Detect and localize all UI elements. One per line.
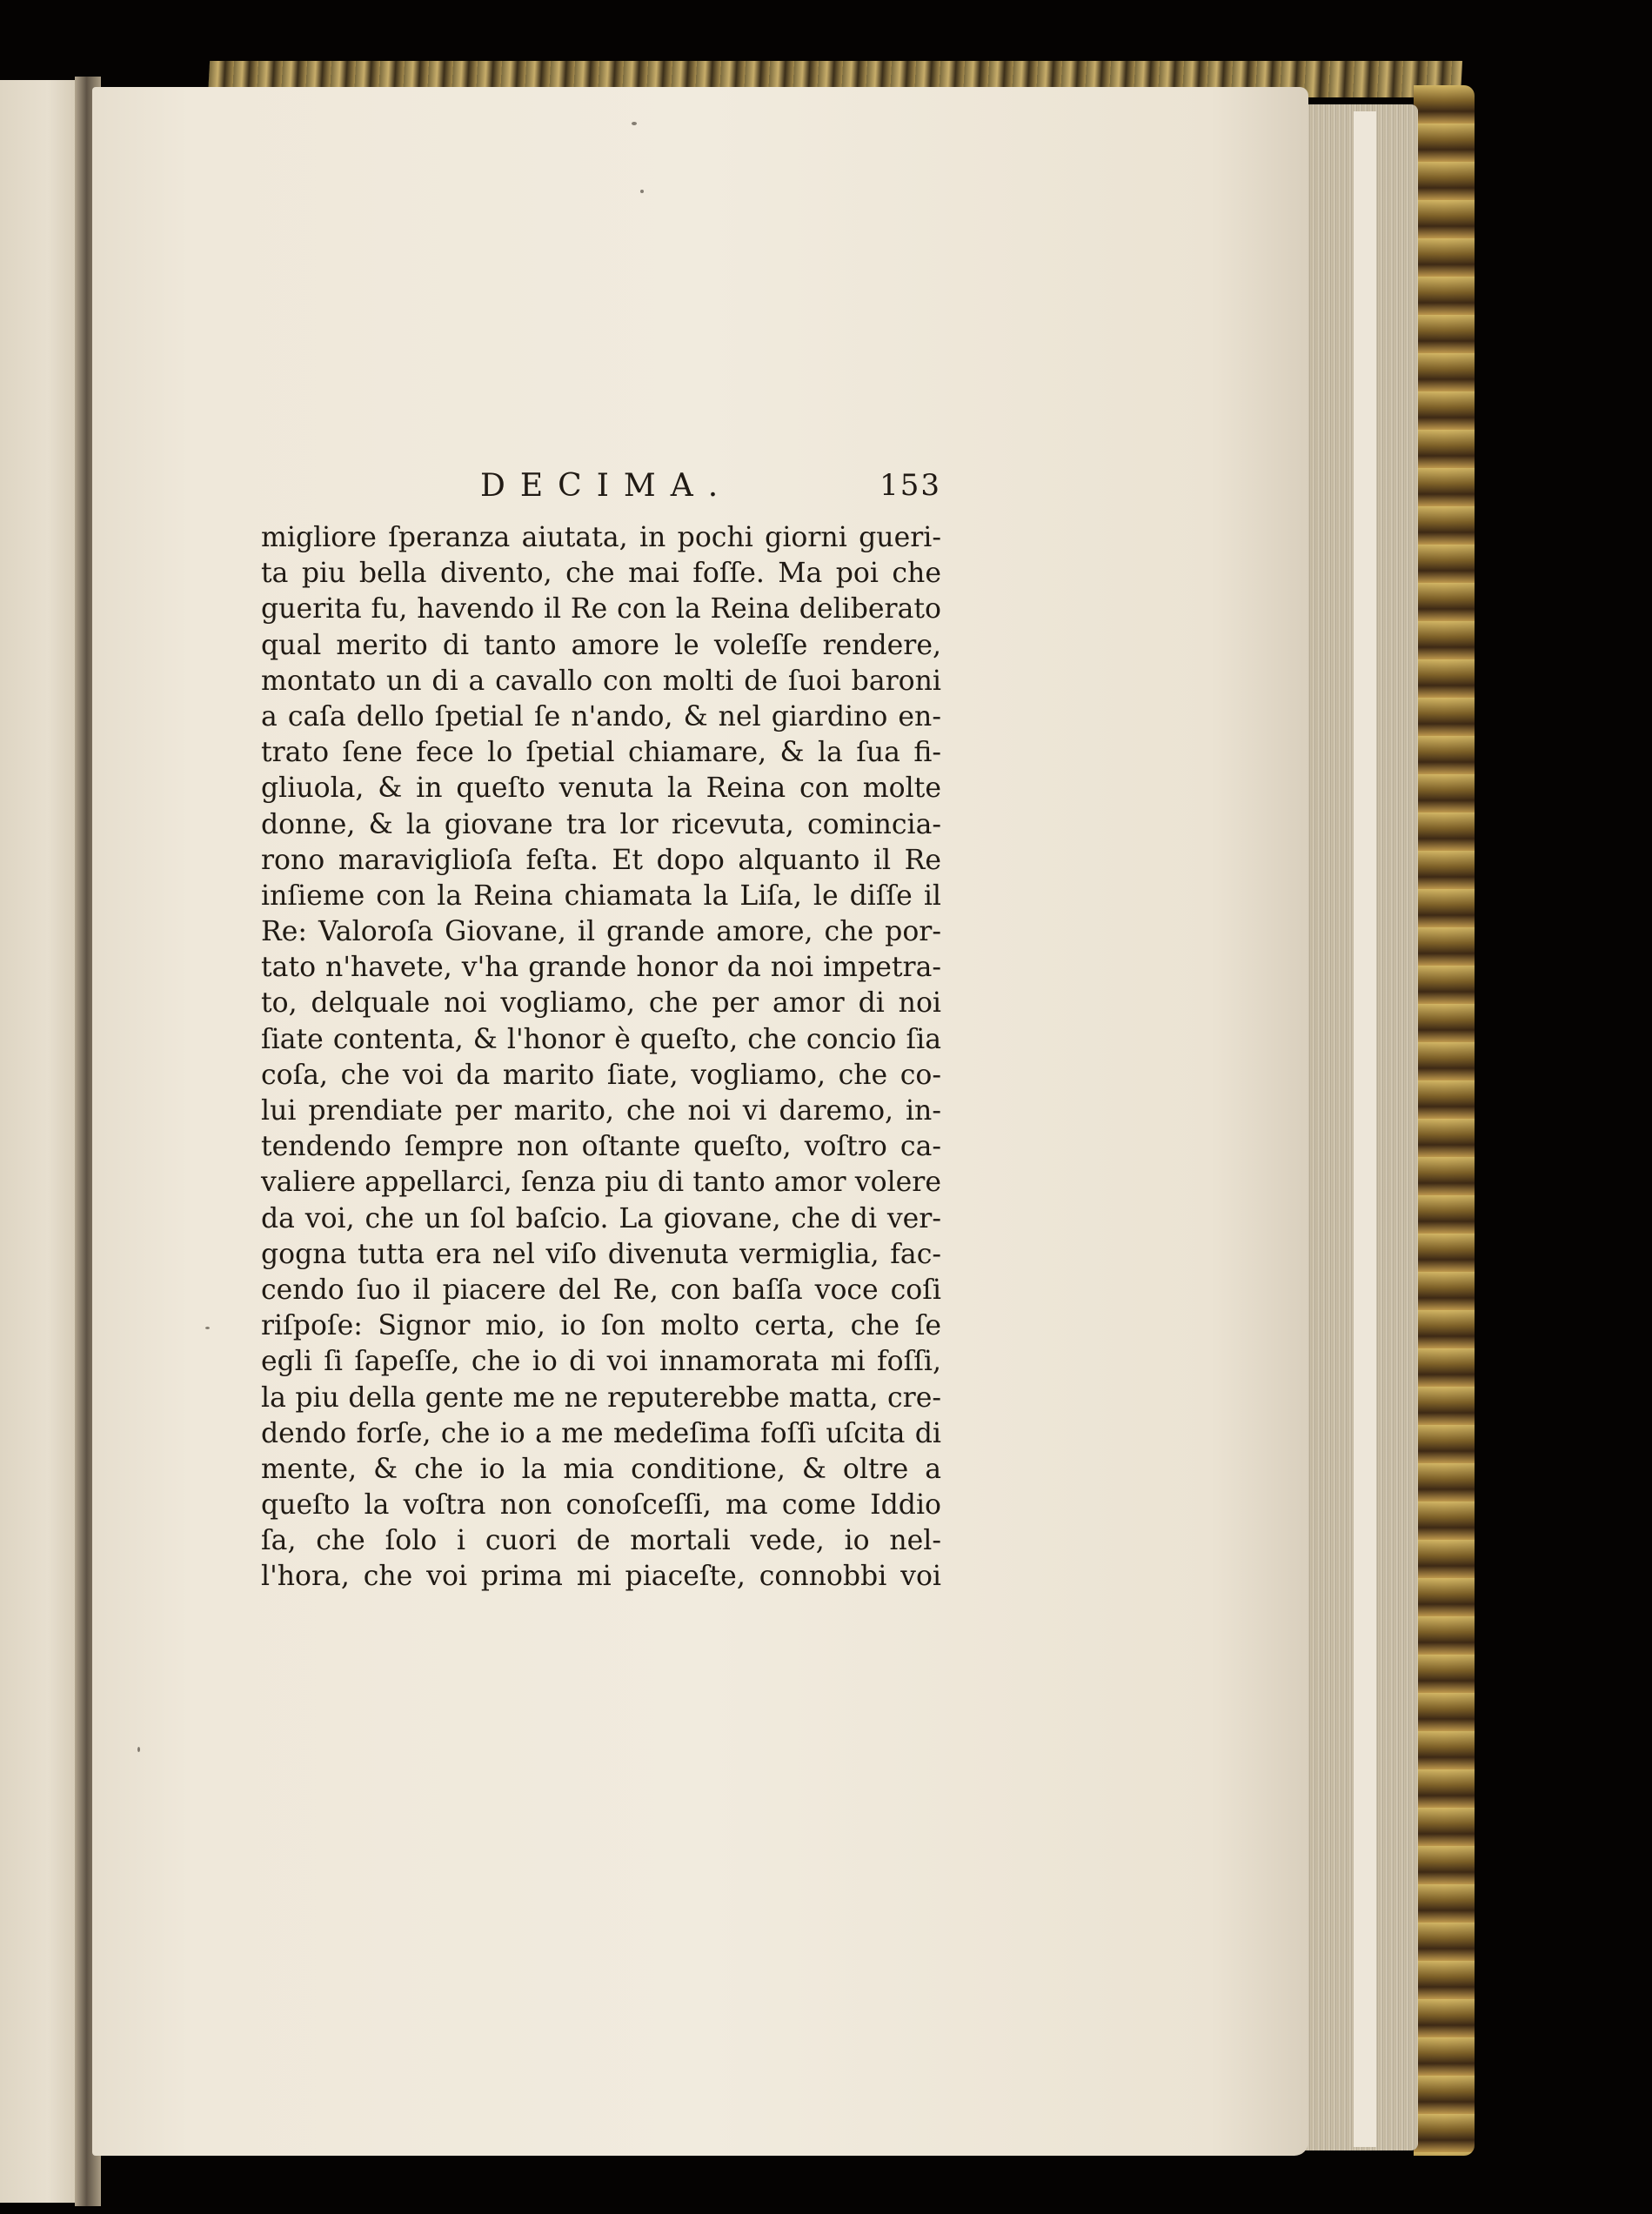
text-line: dendo forſe, che io a me medeſima foſſi uſcita di — [261, 1417, 941, 1449]
page-number: 153 — [880, 468, 941, 503]
text-line: donne, & la giovane tra lor ricevuta, comincia- — [261, 808, 941, 840]
text-line: rono maraviglioſa feſta. Et dopo alquanto il Re — [261, 844, 941, 876]
text-line: ſa, che ſolo i cuori de mortali vede, io nel- — [261, 1525, 941, 1557]
body-text — [261, 520, 941, 1595]
text-line: Re: Valoroſa Giovane, il grande amore, che por- — [261, 916, 941, 948]
page-text-block — [261, 468, 941, 1595]
text-line: da voi, che un ſol baſcio. La giovane, che di ver- — [261, 1202, 941, 1234]
text-line: valiere appellarci, ſenza piu di tanto amor volere — [261, 1167, 941, 1199]
paper-speck — [205, 1327, 210, 1329]
text-line: trato ſene fece lo ſpetial chiamare, & la ſua fi- — [261, 737, 941, 769]
running-head — [261, 468, 941, 512]
text-line: to, delquale noi vogliamo, che per amor di noi — [261, 987, 941, 1020]
text-line: guerita fu, havendo il Re con la Reina deliberato — [261, 593, 941, 625]
text-line: inſieme con la Reina chiamata la Liſa, le diſſe il — [261, 880, 941, 912]
text-line: lui prendiate per marito, che noi vi daremo, in- — [261, 1095, 941, 1127]
text-line: egli ſi ſapeſſe, che io di voi innamorata mi foſſi, — [261, 1346, 941, 1378]
paper-speck — [640, 190, 644, 193]
text-line: montato un di a cavallo con molti de ſuoi baroni — [261, 665, 941, 697]
text-line: ſiate contenta, & l'honor è queſto, che concio ſia — [261, 1023, 941, 1055]
running-head-title: DECIMA. — [480, 468, 733, 504]
text-line: coſa, che voi da marito ſiate, vogliamo, che co- — [261, 1059, 941, 1091]
text-line: ta piu bella divento, che mai foſſe. Ma poi che — [261, 558, 941, 590]
facing-page-edge — [0, 80, 87, 2203]
text-line: mente, & che io la mia conditione, & oltre a — [261, 1453, 941, 1485]
paper-speck — [632, 122, 637, 125]
page-stack-highlight — [1354, 111, 1376, 2147]
gilt-cover-spine-edge — [1414, 85, 1475, 2156]
text-line: tendendo ſempre non oſtante queſto, voſtro ca- — [261, 1131, 941, 1163]
text-line: qual merito di tanto amore le voleſſe rendere, — [261, 629, 941, 661]
text-line: riſpoſe: Signor mio, io ſon molto certa, che ſe — [261, 1310, 941, 1342]
text-line: queſto la voſtra non conoſceſſi, ma come Iddio — [261, 1489, 941, 1522]
text-line: la piu della gente me ne reputerebbe matta, cre- — [261, 1381, 941, 1414]
text-line: a caſa dello ſpetial ſe n'ando, & nel giardino en- — [261, 700, 941, 732]
paper-speck — [137, 1747, 140, 1752]
text-line: l'hora, che voi prima mi piaceſte, connobbi voi — [261, 1561, 941, 1593]
text-line: gogna tutta era nel viſo divenuta vermiglia, fac- — [261, 1238, 941, 1270]
text-line: migliore ſperanza aiutata, in pochi giorni gueri- — [261, 522, 941, 553]
text-line: cendo ſuo il piacere del Re, con baſſa voce coſi — [261, 1274, 941, 1306]
text-line: tato n'havete, v'ha grande honor da noi impetra- — [261, 952, 941, 984]
text-line: gliuola, & in queſto venuta la Reina con molte — [261, 773, 941, 805]
